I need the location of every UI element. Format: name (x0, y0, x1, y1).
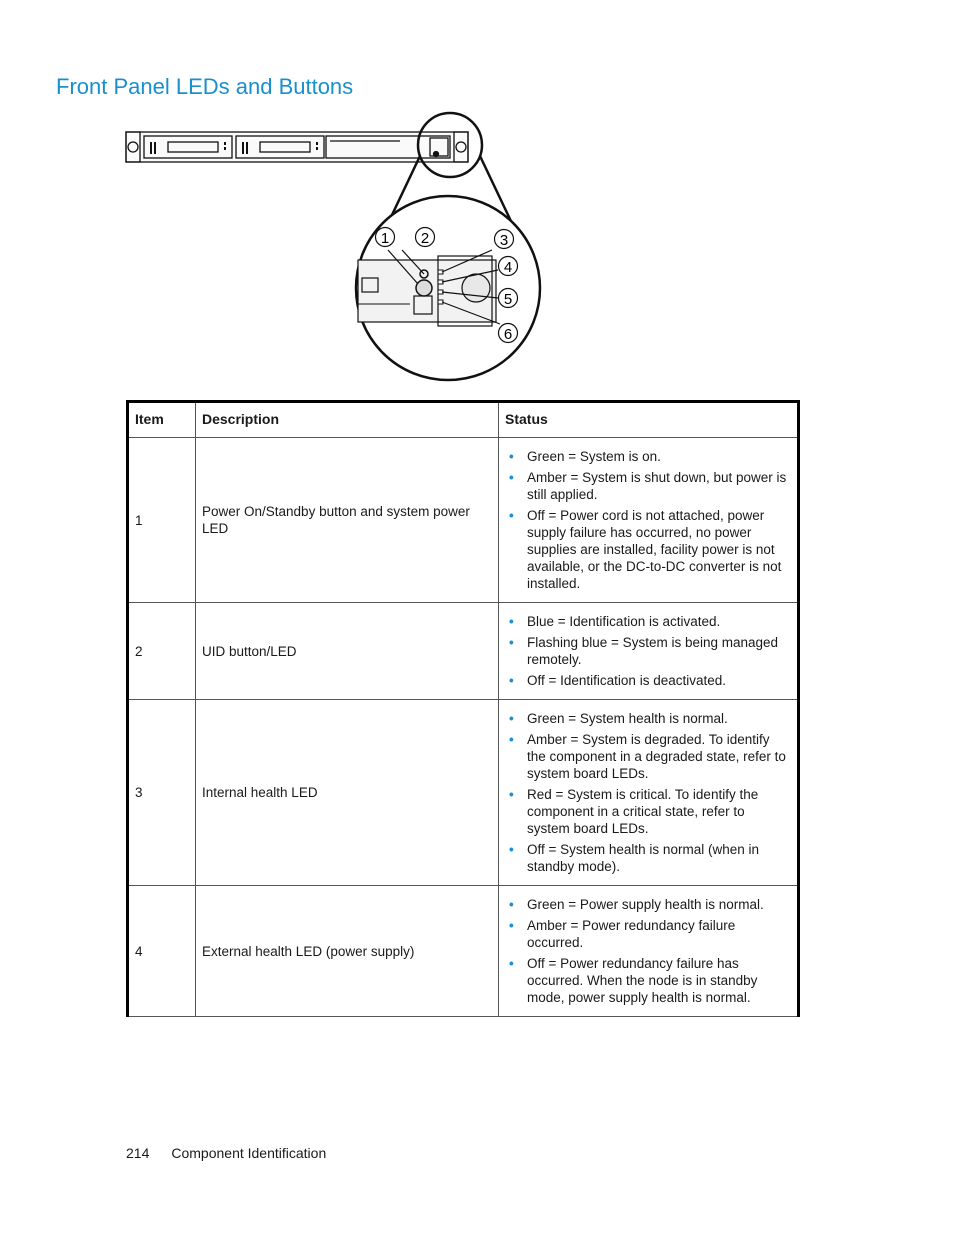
table-row (128, 700, 799, 886)
bullet-icon: • (509, 673, 514, 688)
callout-3 (495, 230, 514, 250)
table-row (128, 603, 799, 700)
bullet-icon: • (509, 449, 514, 464)
bullet-icon: • (509, 508, 514, 523)
status-item: • Off = Power cord is not attached, power supply failure has occurred, no power supplies are installed, facility power is not available, or the DC-to-DC converter is not installed. (509, 508, 782, 591)
bullet-icon: • (509, 614, 514, 629)
status-item: • Off = Identification is deactivated. (509, 673, 726, 688)
svg-text:4: 4 (503, 259, 513, 276)
row-item: 1 (128, 438, 196, 603)
status-item: • Green = System health is normal. (509, 711, 728, 726)
status-item: • Green = System is on. (509, 449, 661, 464)
power-button-icon (416, 280, 432, 296)
svg-text:6: 6 (503, 326, 513, 343)
row-status (499, 700, 799, 886)
callout-6 (499, 324, 518, 344)
svg-text:3: 3 (499, 232, 509, 249)
table-header-row (128, 402, 799, 438)
svg-text:1: 1 (380, 230, 390, 247)
row-description: External health LED (power supply) (196, 886, 499, 1017)
row-description: Internal health LED (196, 700, 499, 886)
bullet-icon: • (509, 842, 514, 857)
svg-text:2: 2 (420, 230, 430, 247)
callout-4 (499, 257, 518, 277)
section-name: Component Identification (171, 1145, 327, 1161)
row-status (499, 886, 799, 1017)
bullet-icon: • (509, 732, 514, 747)
svg-text:5: 5 (503, 291, 513, 308)
status-item: • Green = Power supply health is normal. (509, 897, 764, 912)
front-panel-diagram (120, 108, 560, 386)
bullet-icon: • (509, 956, 514, 971)
bullet-icon: • (509, 711, 514, 726)
large-zoom-circle (356, 196, 540, 380)
callout-5 (499, 289, 518, 309)
header-description: Description (196, 402, 499, 438)
callout-2 (416, 228, 435, 248)
server-chassis (126, 132, 468, 162)
status-item: • Off = Power redundancy failure has occurred. When the node is in standby mode, power supply health is normal. (509, 956, 758, 1005)
row-status (499, 603, 799, 700)
status-item: • Blue = Identification is activated. (509, 614, 721, 629)
page-title: Front Panel LEDs and Buttons (56, 74, 354, 99)
table-row (128, 886, 799, 1017)
status-item: • Flashing blue = System is being managed remotely. (509, 635, 779, 667)
bullet-icon: • (509, 470, 514, 485)
row-item: 3 (128, 700, 196, 886)
bullet-icon: • (509, 897, 514, 912)
page-number: 214 (126, 1145, 150, 1161)
uid-button-large-icon (462, 274, 490, 302)
row-description: UID button/LED (196, 603, 499, 700)
row-status (499, 438, 799, 603)
header-status: Status (499, 402, 799, 438)
status-item: • Amber = System is shut down, but power is still applied. (509, 470, 787, 502)
status-item: • Amber = Power redundancy failure occurred. (509, 918, 736, 950)
status-item: • Amber = System is degraded. To identify the component in a degraded state, refer to system board LEDs. (509, 732, 786, 781)
status-item: • Red = System is critical. To identify the component in a critical state, refer to system board LEDs. (509, 787, 759, 836)
front-panel-figure (120, 108, 560, 386)
row-item: 4 (128, 886, 196, 1017)
bullet-icon: • (509, 635, 514, 650)
page-footer (126, 1145, 326, 1161)
row-description: Power On/Standby button and system power LED (196, 438, 499, 603)
bullet-icon: • (509, 918, 514, 933)
header-item: Item (128, 402, 196, 438)
callout-1 (376, 228, 395, 248)
status-item: • Off = System health is normal (when in standby mode). (509, 842, 759, 874)
bullet-icon: • (509, 787, 514, 802)
led-status-table (126, 400, 800, 1017)
table-row (128, 438, 799, 603)
row-item: 2 (128, 603, 196, 700)
